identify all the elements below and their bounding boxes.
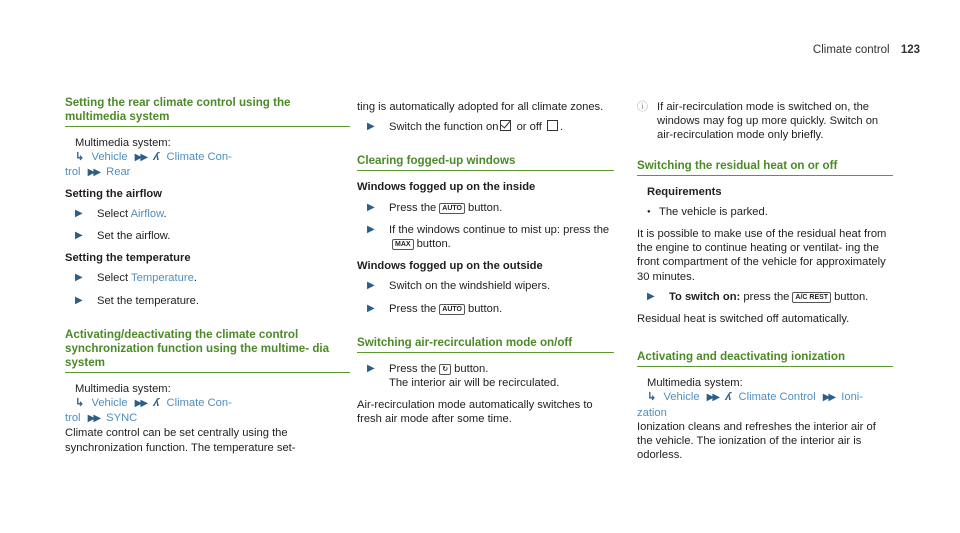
- spacer: [637, 332, 893, 350]
- multimedia-intro-2: Multimedia system:: [75, 382, 171, 395]
- step-arrow-icon: ▶: [75, 272, 83, 284]
- airflow-step-1: ▶ Select Airflow.: [65, 207, 350, 221]
- path-climate-control-link[interactable]: Climate Con-: [166, 151, 232, 164]
- outside-step-2: [357, 302, 614, 316]
- step-text: Set the airflow.: [97, 230, 171, 243]
- temperature-link[interactable]: Temperature: [131, 272, 194, 285]
- step-text: Select: [97, 272, 129, 285]
- spacer: [65, 316, 350, 328]
- airflow-heading: Setting the airflow: [65, 187, 162, 200]
- switch-on-label: To switch on:: [669, 290, 741, 303]
- menu-path-ionization: [637, 390, 893, 405]
- climate-fan-icon: ʎ: [725, 391, 732, 404]
- step-text: Set the temperature.: [97, 294, 199, 307]
- menu-path-rear-line2: [65, 165, 350, 180]
- spacer: [357, 142, 614, 154]
- climate-fan-icon: ʎ: [153, 397, 160, 410]
- double-chevron-icon: ▶▶: [822, 392, 835, 404]
- recirc-step: [357, 362, 614, 390]
- path-climate-control-link-cont[interactable]: trol: [65, 412, 81, 425]
- menu-path-sync: [65, 396, 350, 411]
- step-text: button.: [467, 302, 503, 315]
- column-2: [357, 100, 614, 427]
- outside-heading: Windows fogged up on the outside: [357, 260, 543, 273]
- submenu-arrow-icon: ↳: [75, 397, 85, 410]
- step-arrow-icon: ▶: [75, 294, 83, 306]
- path-rear-link[interactable]: Rear: [106, 166, 131, 179]
- step-text: Switch the function on: [389, 121, 499, 134]
- step-arrow-icon: ▶: [75, 230, 83, 242]
- requirement-item: ● The vehicle is parked.: [647, 205, 893, 219]
- residual-heat-body: It is possible to make use of the residual heat from the engine to continue heating or ventilat- ing the front compartment of the vehicle for approximately 30 minutes.: [637, 228, 887, 283]
- path-climate-control-link[interactable]: Climate Con-: [166, 397, 232, 410]
- section-heading-sync: Activating/deactivating the climate control synchronization function using the multime- dia system: [65, 328, 350, 373]
- page-header: [813, 44, 920, 56]
- double-chevron-icon: ▶▶: [87, 167, 100, 179]
- info-note: [637, 100, 893, 143]
- step-arrow-icon: ▶: [75, 207, 83, 219]
- menu-path-sync-line2: [65, 411, 350, 426]
- path-ionization-link[interactable]: Ioni-: [841, 391, 863, 404]
- path-ionization-link-cont[interactable]: zation: [637, 406, 667, 419]
- max-defrost-button-icon: MAX: [392, 239, 414, 250]
- recirc-body: Air-recirculation mode automatically switches to fresh air mode after some time.: [357, 399, 593, 426]
- step-text: button.: [834, 290, 869, 303]
- inside-step-1: [357, 201, 614, 215]
- section-heading-fogged: Clearing fogged-up windows: [357, 154, 614, 171]
- temperature-step-2: [65, 294, 350, 308]
- path-climate-control-link[interactable]: Climate Control: [738, 391, 816, 404]
- section-heading-residual-heat: Switching the residual heat on or off: [637, 159, 893, 176]
- column-3: [637, 100, 893, 462]
- page-number: 123: [900, 44, 920, 56]
- ionization-body: Ionization cleans and refreshes the interior air of the vehicle. The ionization of the interior air is odorless.: [637, 420, 876, 462]
- double-chevron-icon: ▶▶: [706, 392, 719, 404]
- checkbox-checked-icon: [500, 120, 511, 131]
- double-chevron-icon: ▶▶: [134, 398, 147, 410]
- checkbox-empty-icon: [547, 120, 558, 131]
- step-text: The interior air will be recirculated.: [389, 377, 560, 390]
- submenu-arrow-icon: ↳: [647, 391, 657, 404]
- double-chevron-icon: ▶▶: [87, 413, 100, 425]
- step-arrow-icon: ▶: [367, 362, 375, 374]
- sync-body: Climate control can be set centrally using the synchronization function. The temperature set-: [65, 427, 296, 454]
- path-vehicle-link[interactable]: Vehicle: [91, 397, 128, 410]
- section-heading-recirculation: Switching air-recirculation mode on/off: [357, 336, 614, 353]
- inside-step-2: [357, 223, 614, 251]
- residual-heat-off: Residual heat is switched off automatically.: [637, 313, 850, 326]
- menu-path-rear: [65, 150, 350, 165]
- requirements-heading: Requirements: [647, 185, 722, 198]
- step-text: Press the: [389, 362, 437, 375]
- switch-function-step: ▶ Switch the function on or off .: [357, 120, 614, 134]
- airflow-step-2: [65, 229, 350, 243]
- residual-heat-on-step: [637, 290, 893, 304]
- path-climate-control-link-cont[interactable]: trol: [65, 166, 81, 179]
- multimedia-intro-3: Multimedia system:: [647, 377, 743, 390]
- section-title: Climate control: [812, 44, 890, 56]
- step-arrow-icon: ▶: [367, 201, 375, 213]
- temperature-heading: Setting the temperature: [65, 252, 191, 265]
- step-text: Switch on the windshield wipers.: [389, 280, 551, 293]
- recirculation-button-icon: ↻: [439, 364, 451, 375]
- step-text: button.: [454, 362, 489, 375]
- inside-heading: Windows fogged up on the inside: [357, 181, 536, 194]
- path-sync-link[interactable]: SYNC: [106, 412, 138, 425]
- airflow-link[interactable]: Airflow: [130, 207, 164, 220]
- ac-rest-button-icon: A/C REST: [792, 292, 831, 303]
- auto-button-icon: AUTO: [439, 304, 465, 315]
- climate-fan-icon: ʎ: [153, 151, 160, 164]
- step-arrow-icon: ▶: [367, 302, 375, 314]
- column-1: [65, 96, 350, 455]
- multimedia-intro: Multimedia system:: [75, 137, 171, 149]
- section-heading-ionization: Activating and deactivating ionization: [637, 350, 893, 367]
- step-text: Press the: [389, 302, 437, 315]
- step-arrow-icon: ▶: [647, 290, 655, 302]
- step-text: Press the: [389, 201, 437, 214]
- info-icon: ⓘ: [637, 101, 648, 113]
- spacer: [357, 324, 614, 336]
- path-vehicle-link[interactable]: Vehicle: [663, 391, 700, 404]
- double-chevron-icon: ▶▶: [134, 152, 147, 164]
- sync-body-cont: ting is automatically adopted for all climate zones.: [357, 101, 604, 113]
- outside-step-1: [357, 279, 614, 293]
- path-vehicle-link[interactable]: Vehicle: [91, 151, 128, 164]
- auto-button-icon: AUTO: [439, 203, 465, 214]
- step-arrow-icon: ▶: [367, 223, 375, 235]
- step-arrow-icon: ▶: [367, 280, 375, 292]
- step-arrow-icon: ▶: [367, 121, 375, 133]
- submenu-arrow-icon: ↳: [75, 151, 85, 164]
- step-text: button.: [416, 238, 451, 251]
- step-text: or off: [516, 121, 542, 134]
- section-heading-rear-climate: Setting the rear climate control using the multimedia system: [65, 96, 350, 127]
- step-text: If the windows continue to mist up: press the: [389, 223, 610, 236]
- step-text: button.: [467, 201, 503, 214]
- step-text: Select: [97, 207, 129, 220]
- temperature-step-1: ▶ Select Temperature.: [65, 271, 350, 285]
- menu-path-ionization-line2: [637, 406, 893, 420]
- step-text: press the: [743, 290, 790, 303]
- info-text: If air-recirculation mode is switched on, the windows may fog up more quickly. Switch on air-recirculation mode only briefly.: [657, 101, 879, 142]
